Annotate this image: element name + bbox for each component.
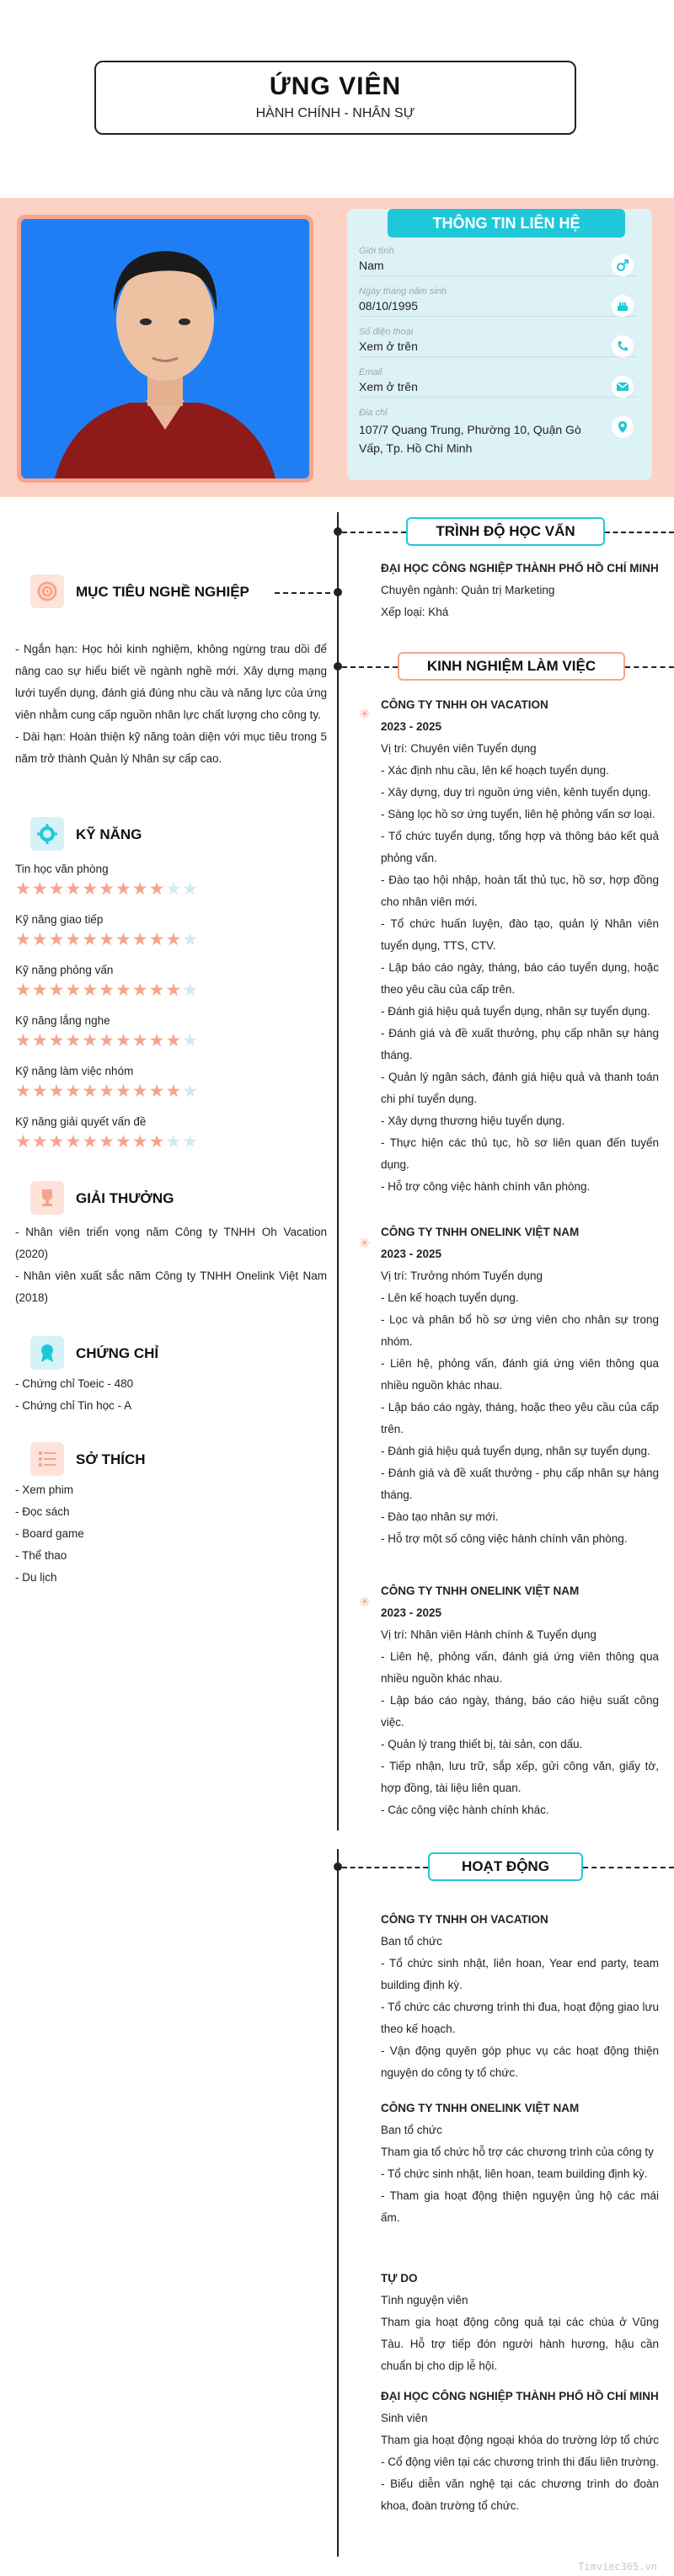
rating-star-icon: ★ — [115, 930, 132, 949]
rating-star-icon: ★ — [115, 1031, 132, 1050]
activities-title: HOẠT ĐỘNG — [428, 1852, 583, 1881]
rating-star-icon: ★ — [31, 930, 49, 949]
job-task: - Quản lý ngân sách, đánh giá hiệu quả và thanh toán chi phí tuyển dụng. — [381, 1071, 659, 1105]
job-task: - Liên hệ, phỏng vấn, đánh giá ứng viên thông qua nhiều nguồn khác nhau. — [381, 1357, 659, 1392]
certificates-list — [15, 1373, 327, 1417]
education-body — [381, 558, 659, 623]
skill-row — [15, 863, 327, 898]
job-task: - Tiếp nhận, lưu trữ, sắp xếp, gửi công văn, giấy tờ, hợp đồng, tài liệu liên quan. — [381, 1760, 659, 1794]
dashed-connector — [605, 532, 674, 533]
dob-value: 08/10/1995 — [359, 299, 637, 317]
job-position: Vị trí: Trưởng nhóm Tuyển dụng — [381, 1269, 543, 1282]
rating-star-icon: ★ — [115, 1082, 132, 1101]
star-icon: ✳ — [359, 708, 371, 722]
rating-star-icon: ★ — [15, 930, 32, 949]
job-task: - Lập báo cáo ngày, tháng, hoặc theo yêu cầu của cấp trên. — [381, 1401, 659, 1435]
rating-star-icon: ★ — [65, 1132, 83, 1152]
rating-star-icon: ★ — [99, 1132, 115, 1152]
job-task: - Sàng lọc hồ sơ ứng tuyển, liên hệ phỏng vấn sơ loại. — [381, 808, 655, 820]
timeline-dot — [334, 1863, 342, 1871]
hobbies-list — [15, 1479, 327, 1589]
activity-1 — [381, 1909, 659, 2084]
dashed-connector — [583, 1867, 674, 1868]
activity-detail: - Tổ chức sinh nhật, liên hoan, team building định kỳ. — [381, 2167, 648, 2180]
education-title: TRÌNH ĐỘ HỌC VẤN — [406, 517, 605, 546]
rating-star-icon: ★ — [48, 879, 66, 899]
rating-star-icon: ★ — [48, 1082, 66, 1101]
rating-star-icon: ★ — [165, 1031, 183, 1050]
activity-role: Tình nguyện viên — [381, 2294, 468, 2306]
rating-star-icon: ★ — [99, 981, 115, 1000]
candidate-name: ỨNG VIÊN — [269, 72, 402, 100]
rating-star-icon: ★ — [148, 879, 166, 899]
activity-detail: - Tham gia hoạt động thiện nguyện ủng hộ các mái ấm. — [381, 2189, 659, 2224]
rating-star-icon: ★ — [182, 1082, 200, 1101]
certificate-item: - Chứng chỉ Toeic - 480 — [15, 1377, 134, 1390]
job-task: - Đánh giá và đề xuất thưởng - phụ cấp nhân sự hàng tháng. — [381, 1467, 659, 1501]
job-task: - Lập báo cáo ngày, tháng, báo cáo hiệu suất công việc. — [381, 1694, 659, 1729]
hobby-item: - Du lịch — [15, 1571, 57, 1584]
phone-value: Xem ở trên — [359, 339, 637, 357]
job-task: - Đánh giá hiệu quả tuyển dụng, nhân sự tuyển dụng. — [381, 1005, 650, 1018]
dashed-connector — [342, 1867, 428, 1868]
rating-star-icon: ★ — [82, 879, 99, 899]
rating-star-icon: ★ — [48, 1132, 66, 1152]
experience-title: KINH NGHIỆM LÀM VIỆC — [398, 652, 625, 681]
job-company: CÔNG TY TNHH ONELINK VIỆT NAM — [381, 1585, 580, 1597]
rating-star-icon: ★ — [48, 981, 66, 1000]
rating-star-icon: ★ — [182, 981, 200, 1000]
skill-rating — [15, 981, 327, 999]
skill-row — [15, 1065, 327, 1100]
job-task: - Tổ chức tuyển dụng, tổng hợp và thông báo kết quả phỏng vấn. — [381, 830, 659, 864]
award-item: - Nhân viên xuất sắc năm Công ty TNHH Onelink Việt Nam (2018) — [15, 1269, 327, 1304]
rating-star-icon: ★ — [148, 930, 166, 949]
rating-star-icon: ★ — [82, 1031, 99, 1050]
award-item: - Nhân viên triển vọng năm Công ty TNHH Oh Vacation (2020) — [15, 1226, 327, 1260]
rating-star-icon: ★ — [65, 879, 83, 899]
rating-star-icon: ★ — [15, 1132, 32, 1152]
rating-star-icon: ★ — [131, 981, 149, 1000]
rating-star-icon: ★ — [182, 1132, 200, 1152]
email-label: Email — [359, 367, 382, 377]
rating-star-icon: ★ — [131, 879, 149, 899]
hobby-item: - Xem phim — [15, 1483, 74, 1496]
timeline-dot — [334, 662, 342, 671]
activity-detail: Tham gia hoạt động ngoại khóa do trường lớp tổ chức - Cổ động viên tại các chương trình thi đấu liên trường. - Biểu diễn văn nghệ tại các chương trình do đoàn khoa, đoàn trường tổ chức. — [381, 2434, 659, 2512]
rating-star-icon: ★ — [115, 1132, 132, 1152]
location-pin-icon — [612, 416, 634, 438]
activity-org: TỰ DO — [381, 2272, 418, 2285]
rating-star-icon: ★ — [148, 1082, 166, 1101]
job-task: - Lập báo cáo ngày, tháng, báo cáo tuyển dụng, hoặc theo yêu cầu của cấp trên. — [381, 961, 659, 996]
rating-star-icon: ★ — [182, 1031, 200, 1050]
job-position: Vị trí: Nhân viên Hành chính & Tuyển dụng — [381, 1628, 596, 1641]
rating-star-icon: ★ — [65, 981, 83, 1000]
job-task: - Tổ chức huấn luyện, đào tạo, quản lý Nhân viên tuyển dụng, TTS, CTV. — [381, 917, 659, 952]
rating-star-icon: ★ — [182, 930, 200, 949]
rating-star-icon: ★ — [65, 930, 83, 949]
skill-name: Kỹ năng lắng nghe — [15, 1014, 110, 1027]
hobbies-title: SỞ THÍCH — [76, 1451, 146, 1467]
job-3 — [381, 1580, 659, 1821]
candidate-role: HÀNH CHÍNH - NHÂN SỰ — [255, 106, 415, 120]
header-box — [94, 61, 576, 135]
target-icon — [30, 575, 64, 608]
hobby-item: - Board game — [15, 1527, 84, 1540]
contact-title: THÔNG TIN LIÊN HỆ — [388, 209, 625, 238]
certificates-title: CHỨNG CHỈ — [76, 1345, 159, 1361]
gender-value: Nam — [359, 259, 637, 276]
education-major: Chuyên ngành: Quản trị Marketing — [381, 584, 555, 596]
gender-field — [359, 246, 637, 276]
rating-star-icon: ★ — [165, 981, 183, 1000]
activity-detail: - Vận động quyên góp phục vụ các hoạt động thiện nguyện do công ty tổ chức. — [381, 2044, 659, 2079]
gear-icon — [30, 817, 64, 851]
job-2 — [381, 1221, 659, 1550]
job-task: - Xác định nhu cầu, lên kế hoạch tuyển dụng. — [381, 764, 609, 777]
address-value: 107/7 Quang Trung, Phường 10, Quận Gò Vấp, Tp. Hồ Chí Minh — [359, 423, 581, 455]
rating-star-icon: ★ — [15, 981, 32, 1000]
timeline-line — [337, 512, 339, 1830]
certificate-item: - Chứng chỉ Tin học - A — [15, 1399, 132, 1412]
job-task: - Đào tạo nhân sự mới. — [381, 1510, 499, 1523]
skill-name: Tin học văn phòng — [15, 863, 109, 875]
job-company: CÔNG TY TNHH OH VACATION — [381, 698, 548, 711]
rating-star-icon: ★ — [31, 1082, 49, 1101]
skill-row — [15, 1115, 327, 1151]
skill-name: Kỹ năng làm việc nhóm — [15, 1065, 134, 1077]
rating-star-icon: ★ — [31, 1132, 49, 1152]
rating-star-icon: ★ — [99, 1082, 115, 1101]
dashed-connector — [625, 666, 674, 668]
skill-row — [15, 1014, 327, 1050]
rating-star-icon: ★ — [99, 930, 115, 949]
rating-star-icon: ★ — [165, 930, 183, 949]
phone-field — [359, 327, 637, 357]
objective-body — [15, 639, 327, 770]
activity-4 — [381, 2386, 659, 2517]
activity-detail: Tham gia hoạt động công quả tại các chùa ở Vũng Tàu. Hỗ trợ tiếp đón người hành hương, hậu cần chuẩn bị cho dịp lễ hội. — [381, 2316, 659, 2372]
gender-label: Giới tính — [359, 246, 394, 256]
rating-star-icon: ★ — [165, 1132, 183, 1152]
rating-star-icon: ★ — [15, 1082, 32, 1101]
job-task: - Liên hệ, phỏng vấn, đánh giá ứng viên thông qua nhiều nguồn khác nhau. — [381, 1650, 659, 1685]
job-task: - Lọc và phân bổ hồ sơ ứng viên cho nhân sự trong nhóm. — [381, 1313, 659, 1348]
timeline-line-lower — [337, 1849, 339, 2557]
rating-star-icon: ★ — [82, 981, 99, 1000]
rating-star-icon: ★ — [165, 879, 183, 899]
rating-star-icon: ★ — [115, 879, 132, 899]
rating-star-icon: ★ — [99, 879, 115, 899]
job-task: - Quản lý trang thiết bị, tài sản, con dấu. — [381, 1738, 583, 1750]
hobby-item: - Đọc sách — [15, 1505, 70, 1518]
job-1 — [381, 694, 659, 1198]
rating-star-icon: ★ — [82, 930, 99, 949]
phone-icon — [612, 335, 634, 357]
skill-rating — [15, 880, 327, 898]
email-field — [359, 367, 637, 398]
job-task: - Xây dựng thương hiệu tuyển dụng. — [381, 1114, 565, 1127]
activity-detail: Tham gia tổ chức hỗ trợ các chương trình của công ty — [381, 2146, 654, 2158]
activity-org: CÔNG TY TNHH OH VACATION — [381, 1913, 548, 1926]
phone-label: Số điện thoại — [359, 327, 414, 337]
email-value: Xem ở trên — [359, 380, 637, 398]
profile-photo-frame — [17, 215, 313, 483]
job-period: 2023 - 2025 — [381, 1606, 442, 1619]
skill-row — [15, 913, 327, 949]
education-grade: Xếp loại: Khá — [381, 606, 449, 618]
skill-rating — [15, 931, 327, 949]
rating-star-icon: ★ — [82, 1132, 99, 1152]
activity-role: Sinh viên — [381, 2412, 428, 2424]
objective-title: MỤC TIÊU NGHỀ NGHIỆP — [76, 584, 249, 600]
awards-title: GIẢI THƯỞNG — [76, 1190, 174, 1206]
job-task: - Hỗ trợ công việc hành chính văn phòng. — [381, 1180, 591, 1193]
rating-star-icon: ★ — [65, 1082, 83, 1101]
dashed-connector — [275, 592, 330, 594]
mail-icon — [612, 376, 634, 398]
objective-short-term: - Ngắn hạn: Học hỏi kinh nghiệm, không ngừng trau dồi để nâng cao sự hiểu biết về ngành nghề mới. Xây dựng mạng lưới tuyển dụng, đánh giá đúng nhu cầu và năng lực của ứng viên nhằm cung cấp nguồn nhân lực chất lượng cho công ty. — [15, 643, 327, 721]
job-period: 2023 - 2025 — [381, 1248, 442, 1260]
timeline-dot — [334, 588, 342, 596]
activity-detail: - Tổ chức sinh nhật, liên hoan, Year end party, team building định kỳ. — [381, 1957, 659, 1991]
star-icon: ✳ — [359, 1237, 371, 1251]
rating-star-icon: ★ — [148, 1031, 166, 1050]
rating-star-icon: ★ — [131, 930, 149, 949]
star-icon: ✳ — [359, 1595, 371, 1610]
skill-rating — [15, 1133, 327, 1151]
rating-star-icon: ★ — [131, 1132, 149, 1152]
job-period: 2023 - 2025 — [381, 720, 442, 733]
skill-rating — [15, 1032, 327, 1050]
timeline-dot — [334, 527, 342, 536]
rating-star-icon: ★ — [31, 981, 49, 1000]
rating-star-icon: ★ — [48, 1031, 66, 1050]
rating-star-icon: ★ — [115, 981, 132, 1000]
rating-star-icon: ★ — [15, 879, 32, 899]
dob-field — [359, 286, 637, 317]
education-school: ĐẠI HỌC CÔNG NGHIỆP THÀNH PHỐ HỒ CHÍ MINH — [381, 562, 659, 575]
cake-icon — [612, 295, 634, 317]
skill-row — [15, 964, 327, 999]
activity-org: ĐẠI HỌC CÔNG NGHIỆP THÀNH PHỐ HỒ CHÍ MINH — [381, 2390, 659, 2402]
job-task: - Xây dựng, duy trì nguồn ứng viên, kênh tuyển dụng. — [381, 786, 651, 799]
activity-detail: - Tổ chức các chương trình thi đua, hoạt động giao lưu theo kế hoạch. — [381, 2001, 659, 2035]
job-task: - Thực hiện các thủ tục, hồ sơ liên quan đến tuyển dụng. — [381, 1136, 659, 1171]
activity-2 — [381, 2098, 659, 2229]
address-field — [359, 408, 637, 461]
skill-name: Kỹ năng phỏng vấn — [15, 964, 114, 976]
skill-rating — [15, 1082, 327, 1100]
rating-star-icon: ★ — [99, 1031, 115, 1050]
hobby-item: - Thể thao — [15, 1549, 67, 1562]
skill-name: Kỹ năng giải quyết vấn đề — [15, 1115, 147, 1128]
activity-role: Ban tổ chức — [381, 2124, 442, 2136]
rating-star-icon: ★ — [182, 879, 200, 899]
rating-star-icon: ★ — [131, 1031, 149, 1050]
rating-star-icon: ★ — [15, 1031, 32, 1050]
job-task: - Hỗ trợ một số công việc hành chính văn phòng. — [381, 1532, 628, 1545]
activity-org: CÔNG TY TNHH ONELINK VIỆT NAM — [381, 2102, 580, 2114]
dob-label: Ngày tháng năm sinh — [359, 286, 447, 297]
rating-star-icon: ★ — [31, 879, 49, 899]
job-task: - Đánh giá và đề xuất thưởng, phụ cấp nhân sự hàng tháng. — [381, 1027, 659, 1061]
address-label: Địa chỉ — [359, 408, 388, 418]
badge-icon — [30, 1336, 64, 1370]
rating-star-icon: ★ — [148, 1132, 166, 1152]
activity-3 — [381, 2268, 659, 2377]
rating-star-icon: ★ — [65, 1031, 83, 1050]
skills-title: KỸ NĂNG — [76, 826, 142, 842]
rating-star-icon: ★ — [48, 930, 66, 949]
list-icon — [30, 1442, 64, 1476]
job-company: CÔNG TY TNHH ONELINK VIỆT NAM — [381, 1226, 580, 1238]
rating-star-icon: ★ — [148, 981, 166, 1000]
job-task: - Lên kế hoạch tuyển dụng. — [381, 1291, 519, 1304]
watermark: Timviec365.vn — [578, 2561, 657, 2573]
rating-star-icon: ★ — [165, 1082, 183, 1101]
skill-name: Kỹ năng giao tiếp — [15, 913, 104, 926]
trophy-icon — [30, 1181, 64, 1215]
rating-star-icon: ★ — [131, 1082, 149, 1101]
dashed-connector — [342, 666, 398, 668]
job-position: Vị trí: Chuyên viên Tuyển dụng — [381, 742, 537, 755]
gender-icon — [612, 254, 634, 276]
job-task: - Đánh giá hiệu quả tuyển dụng, nhân sự tuyển dụng. — [381, 1445, 650, 1457]
awards-list — [15, 1221, 327, 1309]
dashed-connector — [342, 532, 406, 533]
profile-photo — [21, 219, 309, 478]
job-task: - Các công việc hành chính khác. — [381, 1804, 549, 1816]
rating-star-icon: ★ — [82, 1082, 99, 1101]
rating-star-icon: ★ — [31, 1031, 49, 1050]
activity-role: Ban tổ chức — [381, 1935, 442, 1948]
job-task: - Đào tạo hội nhập, hoàn tất thủ tục, hồ sơ, hợp đồng cho nhân viên mới. — [381, 874, 659, 908]
objective-long-term: - Dài hạn: Hoàn thiện kỹ năng toàn diện với mục tiêu trong 5 năm trở thành Quản lý Nhân sự cấp cao. — [15, 730, 327, 765]
